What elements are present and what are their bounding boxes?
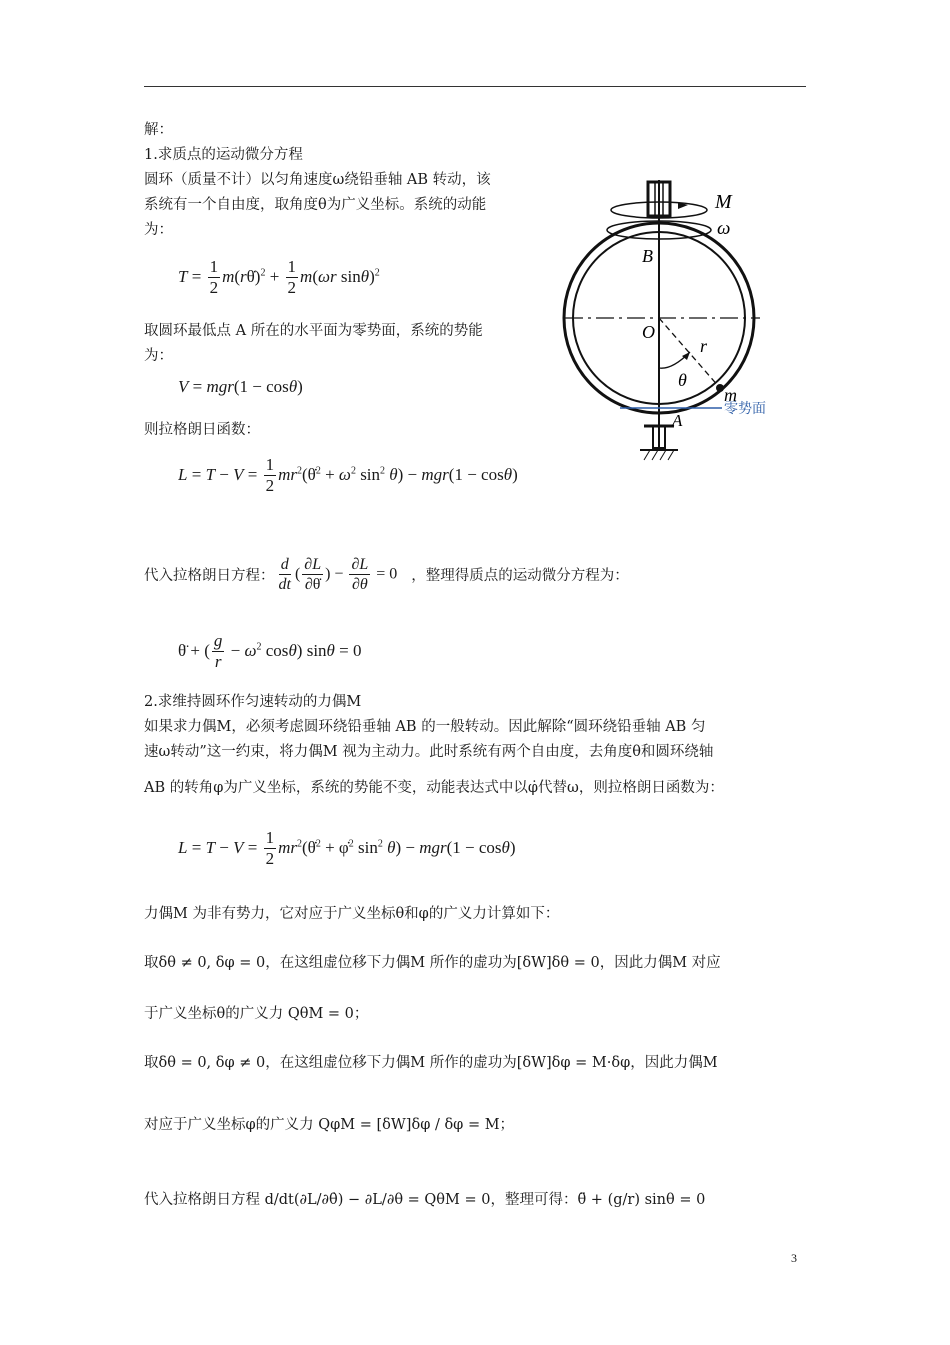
part1-intro-line3: 为： [144,222,173,238]
label-B: B [642,246,653,266]
substitute-label: 代入拉格朗日方程： [144,568,275,585]
solution-label: 解： [144,122,173,138]
page-number: 3 [791,1251,797,1265]
part1-heading: 1.求质点的运动微分方程 [144,147,303,163]
label-r: r [700,336,708,356]
label-A: A [672,411,683,430]
part1-intro-line2: 系统有一个自由度，取角度θ为广义坐标。系统的动能 [144,197,487,213]
part1-intro-line1: 圆环（质量不计）以匀角速度ω绕铅垂轴 AB 转动，该 [144,172,491,188]
case1-line1: 取δθ ≠ 0, δφ = 0，在这组虚位移下力偶M 所作的虚功为[δW]δθ = 0，因此力偶M 对应 [144,955,721,971]
zero-plane-label: 零势面 [724,401,766,417]
lagrangian-label: 则拉格朗日函数： [144,422,260,438]
label-O: O [642,322,655,342]
potential-line1: 取圆环最低点 A 所在的水平面为零势面，系统的势能 [144,323,483,339]
potential-line2: 为： [144,348,173,364]
kinetic-energy-equation: T = $\frac{1}{2}$ m(rθ̇)$^2$ + $\frac{1}{2}$ m(ωr sinθ)$^2$ [178,257,380,297]
particle-m [716,384,724,392]
substitute-line [144,556,629,594]
lagrangian-equation-1: L = T − V = $\frac{1}{2}$ $mr^2(\thetȧ^2 + \omega^2$ $\sin^2 \theta) - mgr(1 - \cos\theta)$ [178,456,518,495]
part2-para-line3: AB 的转角φ为广义坐标，系统的势能不变，动能表达式中以φ̇代替ω，则拉格朗日函数为： [144,780,724,796]
final-line: 代入拉格朗日方程 d/dt(∂L/∂θ̇) − ∂L/∂θ = QθM = 0，整理可得：θ̈ + (g/r) sinθ = 0 [144,1192,706,1208]
ring-diagram [560,180,800,470]
case2-line1: 取δθ = 0, δφ ≠ 0，在这组虚位移下力偶M 所作的虚功为[δW]δφ = M·δφ，因此力偶M [144,1055,718,1071]
lagrangian-equation-2: L = T − V = $\frac{1}{2}$ $mr^2(\thetȧ^2$ + φ̇$^2$ $\sin^2 \theta) - mgr(1 - \cos\theta)$ [178,828,516,868]
part2-para-line2: 速ω转动”这一约束，将力偶M 视为主动力。此时系统有两个自由度，去角度θ和圆环绕轴 [144,744,714,760]
nonpotential-line: 力偶M 为非有势力，它对应于广义坐标θ和φ的广义力计算如下： [144,906,560,922]
part2-para-line1: 如果求力偶M，必须考虑圆环绕铅垂轴 AB 的一般转动。因此解除“圆环绕铅垂轴 AB 匀 [144,719,706,735]
header-rule [144,86,806,87]
label-M: M [715,191,732,213]
case1-line2: 于广义坐标θ的广义力 QθM = 0； [144,1006,369,1022]
motion-equation: θ̈ + ( $\frac{g}{r}$ − $\omega^2$ cosθ) sinθ = 0 [178,631,362,671]
part2-heading: 2.求维持圆环作匀速转动的力偶M [144,694,362,710]
potential-energy-equation: V = mgr(1 − cosθ) [178,377,303,396]
case2-line2: 对应于广义坐标φ的广义力 QφM = [δW]δφ / δφ = M； [144,1117,515,1133]
substitute-tail: ，整理得质点的运动微分方程为： [411,568,629,585]
label-omega: ω [717,218,731,239]
lagrange-equation: $\frac{d}{dt}$ ( $\frac{\partial L}{\partial\thetȧ}$ ) − $\frac{\partial L}{\partial\theta}$ = 0 [278,556,398,593]
label-theta: θ [678,370,687,390]
label-m: m [724,385,737,405]
